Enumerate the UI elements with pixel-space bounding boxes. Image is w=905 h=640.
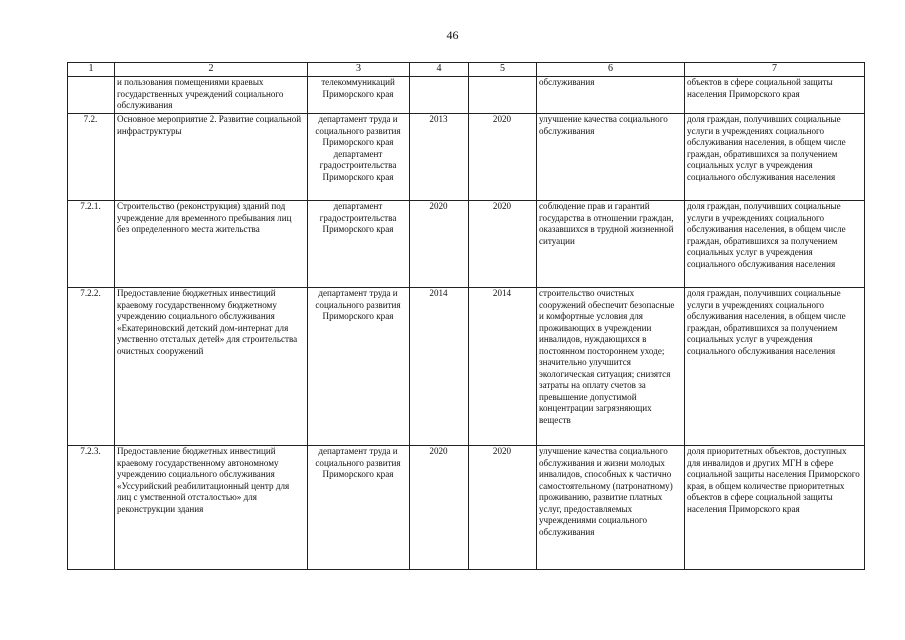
column-header: 2 — [115, 63, 308, 77]
indicator: объектов в сфере социальной защиты населения Приморского края — [685, 77, 865, 114]
table-row — [68, 77, 865, 114]
end-year — [469, 77, 537, 114]
executor: департамент труда и социального развития Приморского края — [308, 446, 410, 570]
start-year — [410, 77, 469, 114]
column-header: 5 — [469, 63, 537, 77]
column-header: 3 — [308, 63, 410, 77]
measure-name: Предоставление бюджетных инвестиций краевому государственному бюджетному учреждению социального обслуживания «Екатериновский детский дом-интернат для умственно отсталых детей» для строительства очистных сооружений — [115, 288, 308, 446]
row-number: 7.2.2. — [68, 288, 115, 446]
indicator: доля граждан, получивших социальные услуги в учреждениях социального обслуживания населения, в общем числе граждан, обратившихся за получением социальных услуг в учреждения социального обслуживания населения — [685, 288, 865, 446]
page-number: 46 — [446, 28, 459, 42]
column-header: 6 — [537, 63, 685, 77]
expected-result: строительство очистных сооружений обеспечит безопасные и комфортные условия для проживающих в учреждении инвалидов, нуждающихся в постоянном постороннем уходе; значительно улучшится экологическая ситуация; снизятся затраты на оплату счетов за превышение допустимой концентрации загрязняющих веществ — [537, 288, 685, 446]
expected-result: улучшение качества социального обслуживания и жизни молодых инвалидов, способных к частично самостоятельному (патронатному) проживанию, развитие платных услуг, предоставляемых учреждениями социального обслуживания — [537, 446, 685, 570]
executor: департамент труда и социального развития Приморского края — [308, 288, 410, 446]
table-row — [68, 446, 865, 570]
executor: телекоммуникаций Приморского края — [308, 77, 410, 114]
measure-name: Предоставление бюджетных инвестиций краевому государственному автономному учреждению социального обслуживания «Уссурийский реабилитационный центр для лиц с умственной отсталостью» для реконструкции здания — [115, 446, 308, 570]
end-year: 2020 — [469, 201, 537, 288]
expected-result: обслуживания — [537, 77, 685, 114]
measure-name: Основное мероприятие 2. Развитие социальной инфраструктуры — [115, 114, 308, 201]
table-row — [68, 288, 865, 446]
end-year: 2020 — [469, 114, 537, 201]
executor: департамент труда и социального развития Приморского края департамент градостроительства Приморского края — [308, 114, 410, 201]
measure-name: и пользования помещениями краевых государственных учреждений социального обслуживания — [115, 77, 308, 114]
indicator: доля граждан, получивших социальные услуги в учреждениях социального обслуживания населения, в общем числе граждан, обратившихся за получением социальных услуг в учреждения социального обслуживания населения — [685, 201, 865, 288]
program-table — [67, 62, 865, 570]
indicator: доля граждан, получивших социальные услуги в учреждениях социального обслуживания населения, в общем числе граждан, обратившихся за получением социальных услуг в учреждения социального обслуживания населения — [685, 114, 865, 201]
expected-result: соблюдение прав и гарантий государства в отношении граждан, оказавшихся в трудной жизненной ситуации — [537, 201, 685, 288]
end-year: 2020 — [469, 446, 537, 570]
measure-name: Строительство (реконструкция) зданий под учреждение для временного пребывания лиц без определенного места жительства — [115, 201, 308, 288]
start-year: 2013 — [410, 114, 469, 201]
row-number: 7.2.3. — [68, 446, 115, 570]
start-year: 2020 — [410, 201, 469, 288]
column-header: 4 — [410, 63, 469, 77]
row-number — [68, 77, 115, 114]
expected-result: улучшение качества социального обслуживания — [537, 114, 685, 201]
table-row — [68, 114, 865, 201]
end-year: 2014 — [469, 288, 537, 446]
start-year: 2020 — [410, 446, 469, 570]
column-header: 1 — [68, 63, 115, 77]
start-year: 2014 — [410, 288, 469, 446]
indicator: доля приоритетных объектов, доступных для инвалидов и других МГН в сфере социальной защиты населения Приморского края, в общем количестве приоритетных объектов в сфере социальной защиты населения Приморского края — [685, 446, 865, 570]
executor: департамент градостроительства Приморского края — [308, 201, 410, 288]
column-header: 7 — [685, 63, 865, 77]
row-number: 7.2. — [68, 114, 115, 201]
table-row — [68, 201, 865, 288]
table-header-row — [68, 63, 865, 77]
row-number: 7.2.1. — [68, 201, 115, 288]
